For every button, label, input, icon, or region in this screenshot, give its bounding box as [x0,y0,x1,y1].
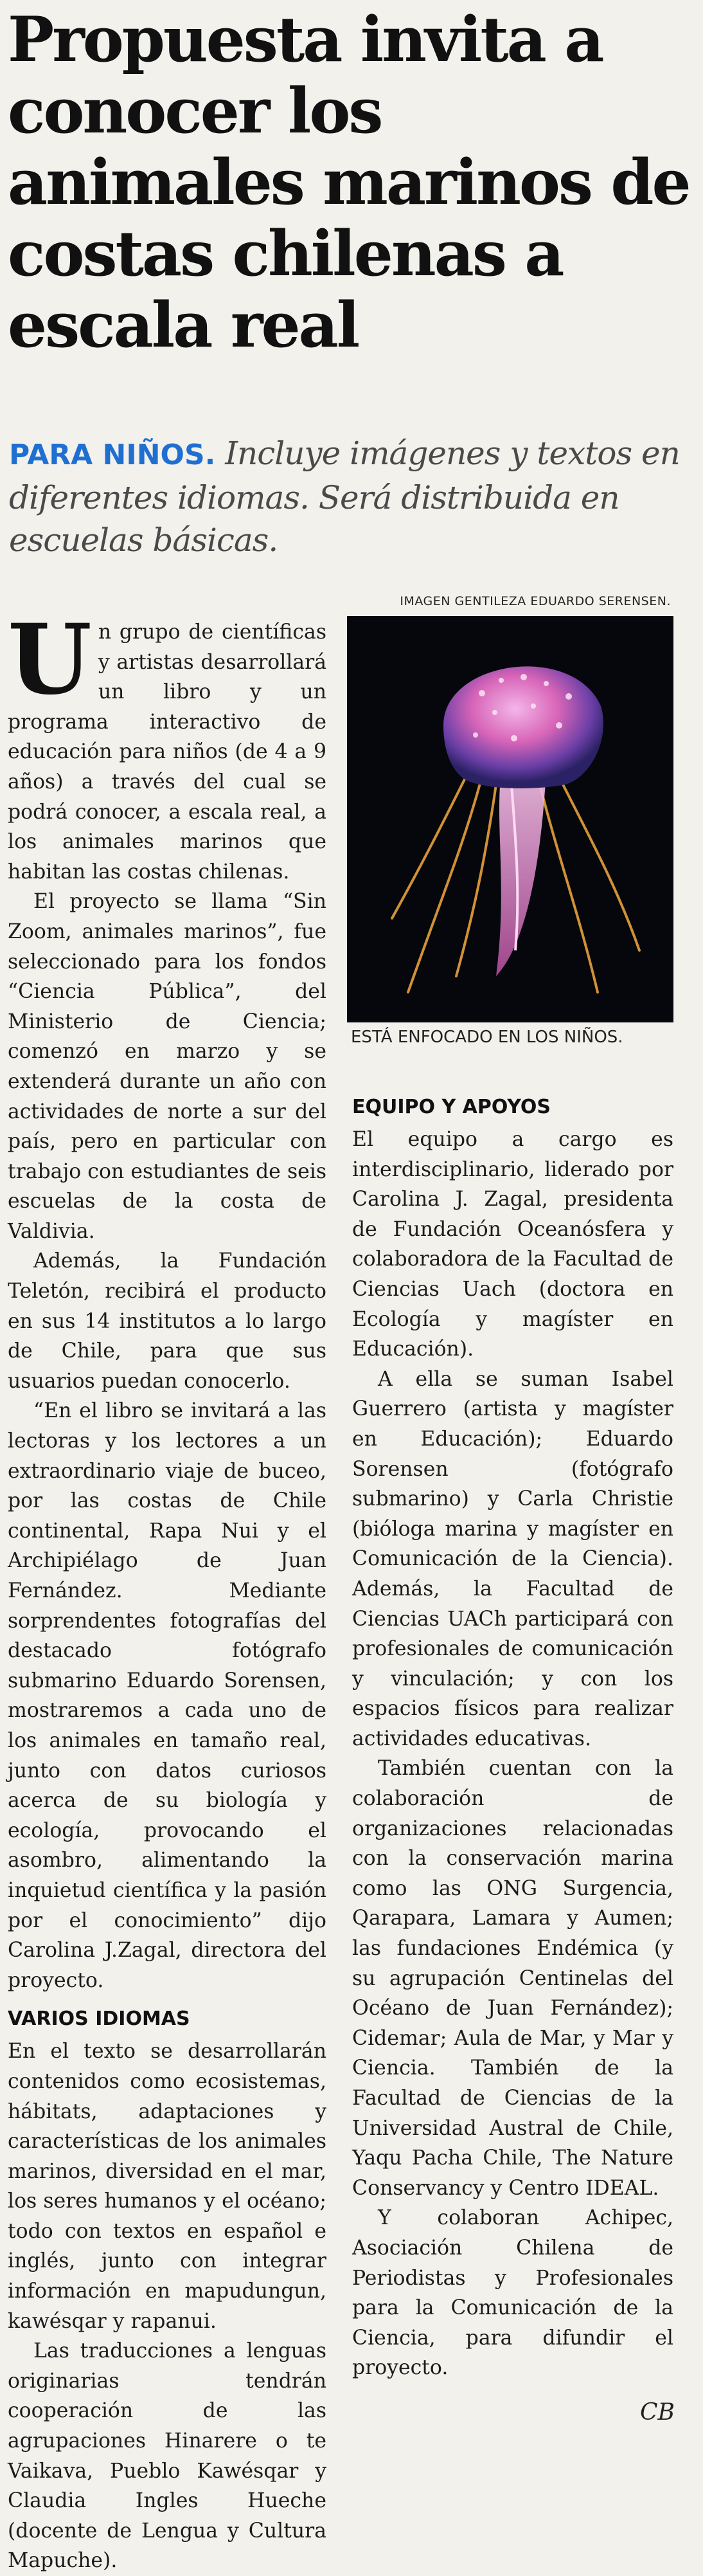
paragraph-5: En el texto se desarrollarán contenidos como ecosistemas, hábitats, adaptaciones y características de los animales marinos, diversidad en el mar, los seres humanos y el océano; todo con textos en español e inglés, junto con integrar información en mapudungun, kawésqar y rapanui. [8,2040,326,2333]
subhead-idiomas: VARIOS IDIOMAS [8,2008,190,2031]
paragraph-9: También cuentan con la colaboración de organizaciones relacionadas con la conservación marina como las ONG Surgencia, Qarapara, Lamara y Aumen; las fundaciones Endémica (y su agrupación Centinelas del Océano de Juan Fernández); Cidemar; Aula de Mar, y Mar y Ciencia. También de la Facultad de Ciencias de la Universidad Austral de Chile, Yaqu Pacha Chile, The Nature Conservancy y Centro IDEAL. [352,1757,673,2200]
deck-text: Incluye imágenes y textos en diferentes idiomas. Será distribuida en escuelas básicas. [9,435,680,559]
paragraph-6: Las traducciones a lenguas originarias tendrán cooperación de las agrupaciones Hinarere o te Vaikava, Pueblo Kawésqar y Claudia Ingles Hueche (docente de Lengua y Cultura Mapuche). [8,2339,326,2573]
paragraph-7: El equipo a cargo es interdisciplinario, liderado por Carolina J. Zagal, presidenta de Fundación Oceanósfera y colaboradora de la Facultad de Ciencias Uach (doctora en Ecología y magíster en Educación). [352,1128,673,1361]
jellyfish-photo [347,616,673,1022]
paragraph-10: Y colaboran Achipec, Asociación Chilena de Periodistas y Profesionales para la Comunicación de la Ciencia, para difundir el proyecto. [352,2206,673,2380]
subhead-equipo: EQUIPO Y APOYOS [352,1096,551,1118]
deck [9,432,690,561]
paragraph-2: El proyecto se llama “Sin Zoom, animales marinos”, fue seleccionado para los fondos “Ciencia Pública”, del Ministerio de Ciencia; comenzó en marzo y se extenderá durante un año con actividades de norte a sur del país, pero en particular con trabajo con estudiantes de seis escuelas de la costa de Valdivia. [8,890,326,1243]
photo-caption: ESTÁ ENFOCADO EN LOS NIÑOS. [351,1028,623,1047]
photo-credit: IMAGEN GENTILEZA EDUARDO SERENSEN. [400,594,671,608]
kicker: PARA NIÑOS. [9,439,216,471]
paragraph-1-text: n grupo de científicas y artistas desarrollará un libro y un programa interactivo de educación para niños (de 4 a 9 años) a través del cual se podrá conocer, a escala real, a los animales marinos que habitan las costas chilenas. [8,621,326,884]
jellyfish-illustration [347,616,673,1022]
paragraph-1 [8,603,326,887]
left-column [8,603,326,2576]
right-column [352,1084,673,2383]
end-mark: CB [640,2399,675,2426]
paragraph-4: “En el libro se invitará a las lectoras y los lectores a un extraordinario viaje de buceo, por las costas de Chile continental, Rapa Nui y el Archipiélago de Juan Fernández. Mediante sorprendentes fotografías del destacado fotógrafo submarino Eduardo Sorensen, mostraremos a cada uno de los animales en tamaño real, junto con datos curiosos acerca de su biología y ecología, provocando el asombro, alimentando la inquietud científica y la pasión por el conocimiento” dijo Carolina J.Zagal, directora del proyecto. [8,1399,326,1992]
headline: Propuesta invita a conocer los animales marinos de costas chilenas a escala real [8,3,690,361]
paragraph-8: A ella se suman Isabel Guerrero (artista y magíster en Educación); Eduardo Sorensen (fotógrafo submarino) y Carla Christie (bióloga marina y magíster en Comunicación de la Ciencia). Además, la Facultad de Ciencias UACh participará con profesionales de comunicación y vinculación; y con los espacios físicos para realizar actividades educativas. [352,1367,673,1750]
drop-cap: U [8,603,92,716]
paragraph-3: Además, la Fundación Teletón, recibirá el producto en sus 14 institutos a lo largo de Chile, para que sus usuarios puedan conocerlo. [8,1249,326,1393]
